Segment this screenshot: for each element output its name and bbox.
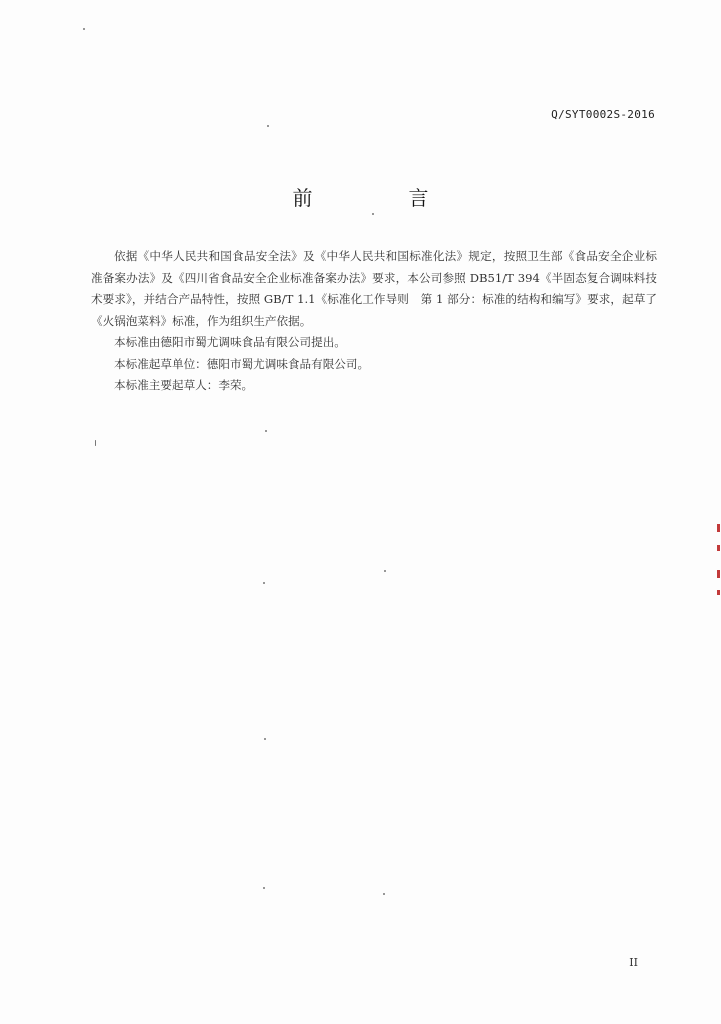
paragraph-proposer: 本标准由德阳市蜀尤调味食品有限公司提出。 [114,335,346,349]
scan-speck [267,125,269,127]
binding-mark [717,570,720,578]
scan-speck [263,887,265,889]
scan-speck [372,213,374,215]
binding-mark [717,524,720,532]
scan-speck [383,893,385,895]
paragraph-basis: 依据《中华人民共和国食品安全法》及《中华人民共和国标准化法》规定，按照卫生部《食品安全企业标准备案办法》及《四川省食品安全企业标准备案办法》要求，本公司参照 DB51/T 394《半固态复合调味料技术要求》，并结合产品特性，按照 GB/T 1.1《标准化工作导则 第 1 部分：标准的结构和编写》要求，起草了《火锅泡菜料》标准，作为组织生产依据。 [91,249,657,328]
scan-speck [95,440,96,446]
standard-code: Q/SYT0002S-2016 [551,108,655,121]
binding-mark [717,590,720,595]
document-body [91,246,657,397]
scan-speck [264,738,266,740]
page-number: II [629,956,638,969]
scan-speck [265,430,267,432]
scan-speck [83,28,85,30]
scan-speck [263,582,265,584]
paragraph-drafter: 本标准主要起草人：李荣。 [114,378,254,392]
paragraph-drafting-unit: 本标准起草单位：德阳市蜀尤调味食品有限公司。 [114,356,370,371]
page-title: 前 言 [292,186,467,210]
scan-speck [384,570,386,572]
binding-mark [717,545,720,551]
